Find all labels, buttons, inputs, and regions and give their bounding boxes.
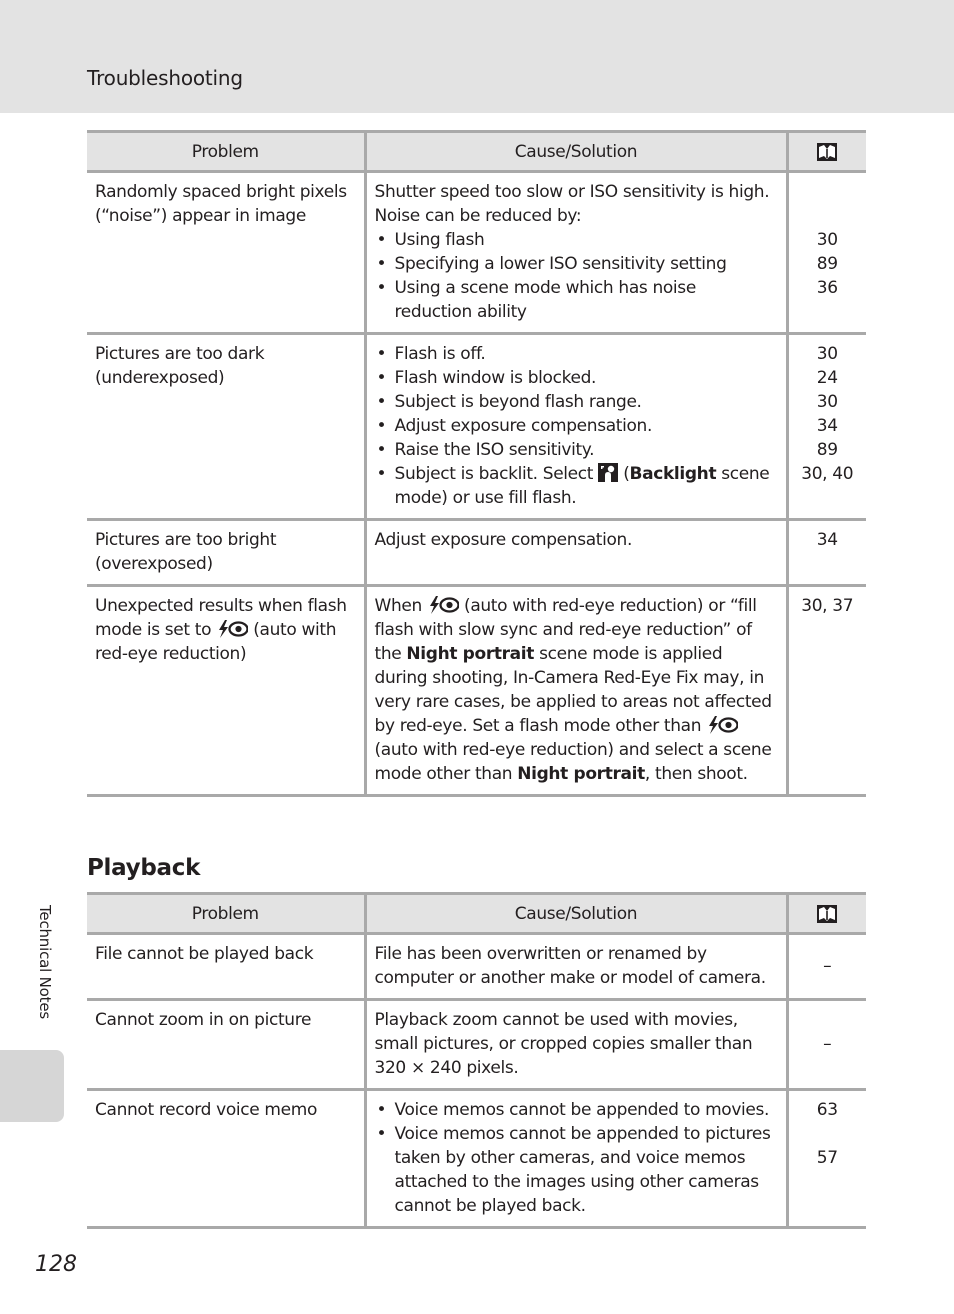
solution-cell xyxy=(365,586,787,796)
backlight-text-after: scene mode) or use fill flash. xyxy=(394,464,770,508)
night-portrait-label: Night portrait xyxy=(517,764,645,784)
list-item: • Flash is off. xyxy=(375,342,778,366)
solution-cell xyxy=(365,1090,787,1228)
table-header-row xyxy=(87,132,866,172)
list-item: • Subject is beyond flash range. xyxy=(375,390,778,414)
problem-text-after: (auto with red-eye reduction) xyxy=(95,620,337,664)
problem-text-before: Unexpected results when flash mode is set to xyxy=(95,596,347,640)
page-reference: 24 xyxy=(816,368,838,388)
reference-cell xyxy=(787,1090,866,1228)
solution-cell: Adjust exposure compensation. xyxy=(365,520,787,586)
solution-cell xyxy=(365,172,787,334)
list-item: • Using a scene mode which has noise reduction ability xyxy=(375,276,778,324)
list-item: • Voice memos cannot be appended to movies. xyxy=(375,1098,778,1122)
playback-heading: Playback xyxy=(87,855,201,881)
reference-column-header xyxy=(787,132,866,172)
problem-cell: Cannot zoom in on picture xyxy=(87,1000,365,1090)
cause-solution-column-header: Cause/Solution xyxy=(365,894,787,934)
bullet-list xyxy=(375,228,778,324)
header-band xyxy=(0,0,954,113)
solution-text: , then shoot. xyxy=(644,764,748,784)
list-item: • Voice memos cannot be appended to pictures taken by other cameras, and voice memos attached to the images using other cameras cannot be played back. xyxy=(375,1122,778,1218)
solution-cell: Playback zoom cannot be used with movies, small pictures, or cropped copies smaller than 320 × 240 pixels. xyxy=(365,1000,787,1090)
table-row xyxy=(87,1000,866,1090)
reference-cell: 30, 37 xyxy=(787,586,866,796)
page-reference: 30, 40 xyxy=(801,464,854,484)
solution-cell: File has been overwritten or renamed by computer or another make or model of camera. xyxy=(365,934,787,1000)
reference-cell xyxy=(787,334,866,520)
reference-column-header xyxy=(787,894,866,934)
problem-cell xyxy=(87,586,365,796)
page-number: 128 xyxy=(35,1252,77,1277)
list-item: • Using flash xyxy=(375,228,778,252)
page-reference: 30 xyxy=(816,392,838,412)
flash-red-eye-reduction-icon xyxy=(427,595,459,615)
solution-text: (auto with red-eye reduction) and select a scene mode other than xyxy=(374,740,772,784)
chapter-tab xyxy=(0,1050,64,1122)
bullet-list xyxy=(375,1098,778,1218)
page-reference: 89 xyxy=(816,254,838,274)
reference-cell: – xyxy=(787,1000,866,1090)
bullet-list xyxy=(375,342,778,510)
troubleshooting-table xyxy=(87,130,866,797)
reference-page-icon xyxy=(816,904,838,924)
problem-column-header: Problem xyxy=(87,132,365,172)
solution-text: (auto with red-eye reduction) or “fill flash with slow sync and red-eye reduction” of the xyxy=(374,596,757,664)
page-reference: 63 xyxy=(816,1100,838,1120)
table-row xyxy=(87,172,866,334)
problem-cell: Cannot record voice memo xyxy=(87,1090,365,1228)
flash-red-eye-reduction-icon xyxy=(216,619,248,639)
page-reference: 57 xyxy=(816,1148,838,1168)
page-reference: 89 xyxy=(816,440,838,460)
backlight-label: Backlight xyxy=(629,464,717,484)
page-reference: 30 xyxy=(816,344,838,364)
table-row xyxy=(87,586,866,796)
reference-cell: – xyxy=(787,934,866,1000)
chapter-label: Technical Notes xyxy=(36,905,54,1019)
solution-text: scene mode is applied during shooting, In-Camera Red-Eye Fix may, in very rare cases, be applied to areas not affected by red-eye. Set a flash mode other than xyxy=(374,644,772,736)
table-row xyxy=(87,1090,866,1228)
table-row xyxy=(87,520,866,586)
problem-cell: Pictures are too bright (overexposed) xyxy=(87,520,365,586)
problem-cell: Randomly spaced bright pixels (“noise”) appear in image xyxy=(87,172,365,334)
list-item: • Specifying a lower ISO sensitivity setting xyxy=(375,252,778,276)
problem-cell: File cannot be played back xyxy=(87,934,365,1000)
solution-intro: Shutter speed too slow or ISO sensitivity is high. Noise can be reduced by: xyxy=(374,182,770,226)
reference-cell: 34 xyxy=(787,520,866,586)
backlight-scene-icon xyxy=(598,463,618,482)
playback-table xyxy=(87,892,866,1229)
table-header-row xyxy=(87,894,866,934)
reference-page-icon xyxy=(816,142,838,162)
list-item: • Subject is backlit. Select (Backlight scene mode) or use fill flash. xyxy=(375,462,778,510)
page-reference: 30 xyxy=(816,230,838,250)
night-portrait-label: Night portrait xyxy=(406,644,535,664)
cause-solution-column-header: Cause/Solution xyxy=(365,132,787,172)
list-item: • Adjust exposure compensation. xyxy=(375,414,778,438)
reference-cell xyxy=(787,172,866,334)
solution-cell xyxy=(365,334,787,520)
problem-cell: Pictures are too dark (underexposed) xyxy=(87,334,365,520)
list-item: • Raise the ISO sensitivity. xyxy=(375,438,778,462)
page-reference: 36 xyxy=(816,278,838,298)
backlight-text-before: Subject is backlit. Select xyxy=(394,464,599,484)
list-item: • Flash window is blocked. xyxy=(375,366,778,390)
table-row xyxy=(87,934,866,1000)
table-row xyxy=(87,334,866,520)
section-title: Troubleshooting xyxy=(87,66,243,90)
flash-red-eye-reduction-icon xyxy=(706,715,738,735)
page-reference: 34 xyxy=(816,416,838,436)
problem-column-header: Problem xyxy=(87,894,365,934)
solution-text: When xyxy=(374,596,427,616)
